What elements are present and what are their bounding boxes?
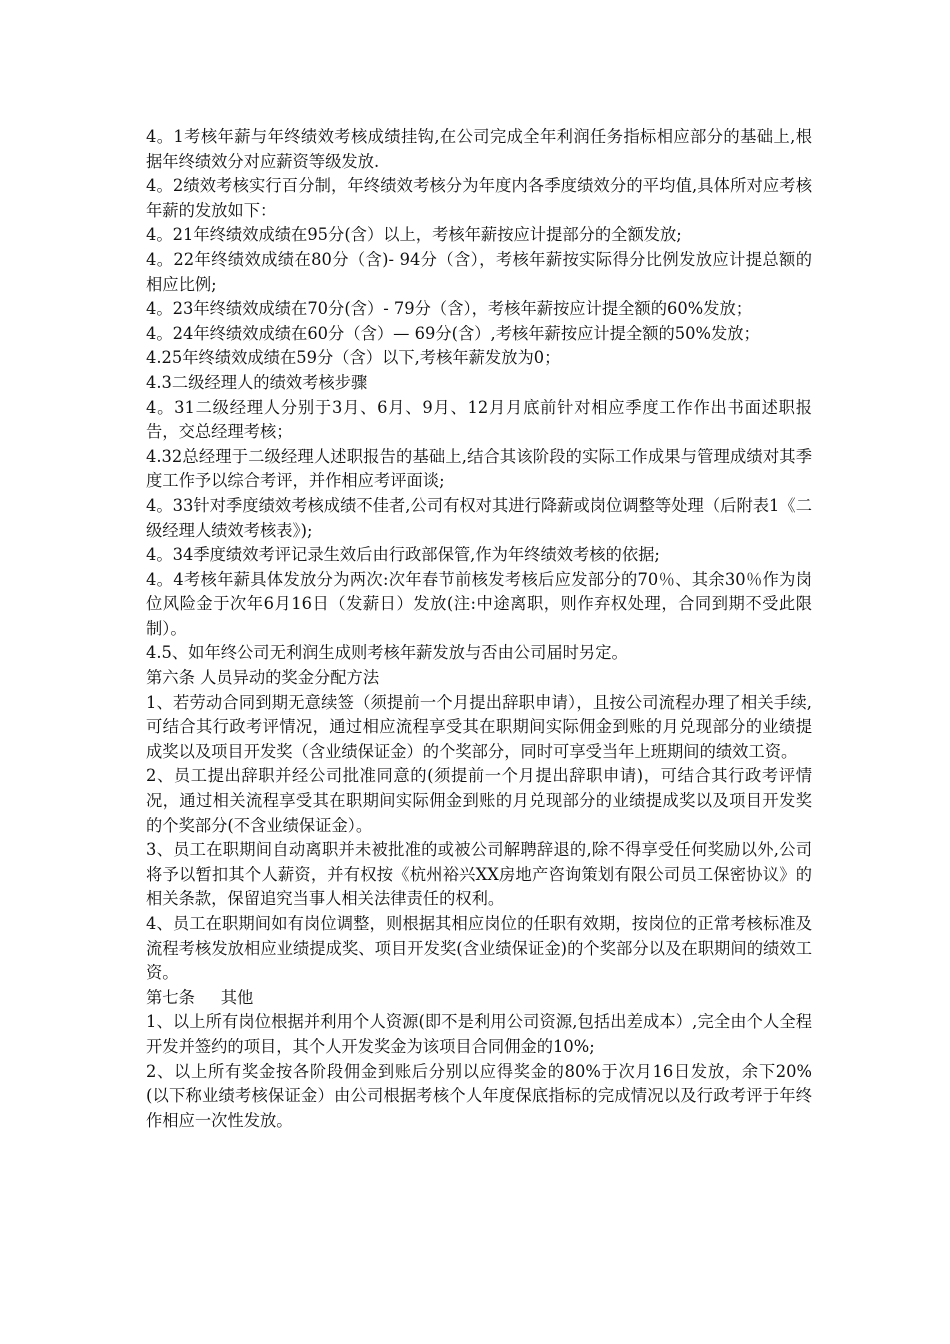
article-6-item-1: 1、若劳动合同到期无意续签（须提前一个月提出辞职申请），且按公司流程办理了相关手续,可结合其行政考评情况，通过相应流程享受其在职期间实际佣金到账的月兑现部分的业绩提成奖以及项目开发奖（含业绩保证金）的个奖部分，同时可享受当年上班期间的绩效工资。 [146,692,812,761]
article-7-heading: 第七条 其他 [146,987,254,1007]
clause-4-1: 4。1考核年薪与年终绩效考核成绩挂钩,在公司完成全年利润任务指标相应部分的基础上,根据年终绩效分对应薪资等级发放. [146,127,812,171]
article-7-item-1: 1、以上所有岗位根据并利用个人资源(即不是利用公司资源,包括出差成本）,完全由个人全程开发并签约的项目，其个人开发奖金为该项目合同佣金的10%; [146,1012,812,1056]
clause-4-21: 4。21年终绩效成绩在95分(含）以上，考核年薪按应计提部分的全额发放; [146,225,682,245]
clause-4-25: 4.25年终绩效成绩在59分（含）以下,考核年薪发放为0； [146,348,561,368]
clause-4-23: 4。23年终绩效成绩在70分(含）- 79分（含），考核年薪按应计提全额的60%发放； [146,299,753,319]
clause-4-34: 4。34季度绩效考评记录生效后由行政部保管,作为年终绩效考核的依据; [146,545,660,565]
clause-4-5: 4.5、如年终公司无利润生成则考核年薪发放与否由公司届时另定。 [146,643,628,663]
clause-4-3-heading: 4.3二级经理人的绩效考核步骤 [146,372,368,392]
article-7-item-2: 2、以上所有奖金按各阶段佣金到账后分别以应得奖金的80%于次月16日发放，余下20% (以下称业绩考核保证金）由公司根据考核个人年度保底指标的完成情况以及行政考评于年终作相应一次性发放。 [146,1061,812,1130]
clause-4-2: 4。2绩效考核实行百分制，年终绩效考核分为年度内各季度绩效分的平均值,具体所对应考核年薪的发放如下： [146,176,812,220]
document-body [146,125,812,1133]
article-6-item-2: 2、员工提出辞职并经公司批准同意的(须提前一个月提出辞职申请)，可结合其行政考评情况，通过相关流程享受其在职期间实际佣金到账的月兑现部分的业绩提成奖以及项目开发奖的个奖部分(不含业绩保证金）。 [146,766,812,835]
clause-4-33: 4。33针对季度绩效考核成绩不佳者,公司有权对其进行降薪或岗位调整等处理（后附表1《二级经理人绩效考核表》); [146,495,812,540]
clause-4-22: 4。22年终绩效成绩在80分（含)- 94分（含），考核年薪按实际得分比例发放应计提总额的相应比例; [146,249,812,294]
article-6-item-4: 4、员工在职期间如有岗位调整，则根据其相应岗位的任职有效期，按岗位的正常考核标准及流程考核发放相应业绩提成奖、项目开发奖(含业绩保证金)的个奖部分以及在职期间的绩效工资。 [146,914,812,983]
clause-4-31: 4。31二级经理人分别于3月、6月、9月、12月月底前针对相应季度工作作出书面述职报告，交总经理考核； [146,397,812,442]
clause-4-24: 4。24年终绩效成绩在60分（含）— 69分(含）,考核年薪按应计提全额的50%发放； [146,323,760,343]
clause-4-4: 4。4考核年薪具体发放分为两次:次年春节前核发考核后应发部分的70％、其余30％作为岗位风险金于次年6月16日（发薪日）发放(注:中途离职，则作弃权处理，合同到期不受此限制）。 [146,569,812,638]
clause-4-32: 4.32总经理于二级经理人述职报告的基础上,结合其该阶段的实际工作成果与管理成绩对其季度工作予以综合考评，并作相应考评面谈; [146,446,812,491]
article-6-heading: 第六条 人员异动的奖金分配方法 [146,668,380,688]
article-6-item-3: 3、员工在职期间自动离职并未被批准的或被公司解聘辞退的,除不得享受任何奖励以外,公司将予以暂扣其个人薪资，并有权按《杭州裕兴XX房地产咨询策划有限公司员工保密协议》的相关条款，保留追究当事人相关法律责任的权利。 [146,840,812,909]
